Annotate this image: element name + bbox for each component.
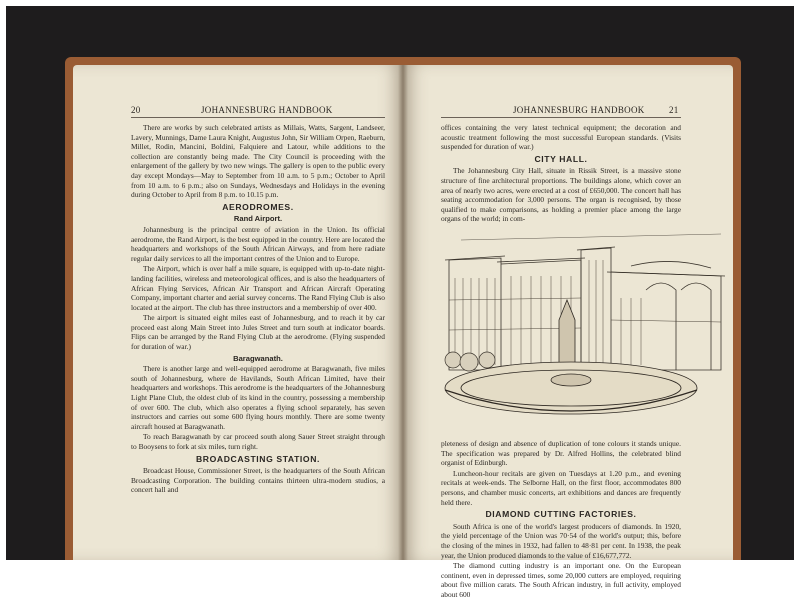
- page-number-right: 21: [669, 105, 679, 115]
- left-page: [73, 65, 403, 560]
- header-rule-right: [441, 117, 681, 118]
- paragraph: Johannesburg is the principal centre of aviation in the Union. Its official aerodrome, the Rand Airport, is the best equipped in the country. Here are located the headquarters and workshops of the South African Airways, and from here radiate regular daily services to all the important centres of the Union and to Europe.: [131, 224, 385, 263]
- city-hall-illustration: [441, 220, 731, 435]
- paragraph: There are works by such celebrated artists as Millais, Watts, Sargent, Landseer, Lavery, Munnings, Dame Laura Knight, Augustus John, Sir William Orpen, Raeburn, Millet, Rodin, Mancini, Boldini, Falquiere and Latour, while additions to the collection are constantly being made. The City Council is proceeding with the enlargement of the gallery by two new wings. The gallery is open to the public every day except Mondays—May to September from 10 a.m. to 5 p.m.; October to April from 10 a.m. to 6 p.m.; also on Sundays, Wednesdays and Holidays in the evening during October to April from 8 p.m. to 10.15 p.m.: [131, 123, 385, 200]
- paragraph: Luncheon-hour recitals are given on Tuesdays at 1.20 p.m., and evening recitals at week-ends. The Selborne Hall, on the first floor, accommodates 800 persons, and chamber music concerts, art exhibitions and dances are frequently held there.: [441, 468, 681, 507]
- section-heading-diamond-cutting: DIAMOND CUTTING FACTORIES.: [485, 509, 637, 520]
- running-head-right: JOHANNESBURG HANDBOOK: [513, 105, 645, 115]
- paragraph: Broadcast House, Commissioner Street, is the headquarters of the South African Broadcasting Corporation. The building contains thirteen ultra-modern studios, a concert hall and: [131, 466, 385, 495]
- paragraph: There is another large and well-equipped aerodrome at Baragwanath, five miles south of Johannesburg, where de Havilands, South African Limited, have their headquarters and workshops. This aerodrome is the headquarters of the Johannesburg Light Plane Club, the oldest club of its kind in the country, possessing a membership of over 600. The club, which also operates a flying school separately, has seven instructors and carries out some 600 flying hours monthly. There are some twenty aircraft housed at Baragwanath.: [131, 364, 385, 431]
- right-page-text-bottom: [441, 439, 681, 601]
- paragraph: The airport is situated eight miles east of Johannesburg, and to reach it by car proceed east along Main Street into Jules Street and turn south at indicator boards. Flips can be arranged by the Rand Flying Club at the aerodrome. (Flying suspended for duration of war.): [131, 313, 385, 352]
- subheading-rand-airport: Rand Airport.: [233, 214, 283, 224]
- section-heading-broadcasting: BROADCASTING STATION.: [196, 453, 320, 464]
- header-rule-left: [131, 117, 385, 118]
- book-gutter: [398, 65, 408, 560]
- paragraph: The Johannesburg City Hall, situate in Rissik Street, is a massive stone structure of fine architectural proportions. The buildings alone, which cover an area of nearly two acres, were erected at a cost of £650,000. The concert hall has seating accommodation for 3,000 persons. The organ is recognised, by those qualified to make comparisons, as holding a premier place among the large organs of the world; in com-: [441, 166, 681, 224]
- paragraph: South Africa is one of the world's largest producers of diamonds. In 1920, the yield percentage of the Union was 70·54 of the world's output; this, before the closing of the mines in 1932, had fallen to 48·81 per cent. In 1938, the peak year, the Union produced diamonds to the value of £16,677,772.: [441, 521, 681, 560]
- section-heading-city-hall: CITY HALL.: [534, 153, 588, 164]
- paragraph: pleteness of design and absence of duplication of tone colours it stands unique. The specification was prepared by Dr. Alfred Hollins, the celebrated blind organist of Edinburgh.: [441, 439, 681, 468]
- right-page: [403, 65, 733, 599]
- paragraph: The Airport, which is over half a mile square, is equipped with up-to-date night-landing facilities, wireless and meteorological offices, and is also the headquarters of African Flying Services, African Air Transport and African Aircraft Operating Company, important charter and aerial survey concerns. The Rand Flying Club is also located at the airport. The club has three instructors and a membership of over 400.: [131, 264, 385, 312]
- running-head-left: JOHANNESBURG HANDBOOK: [201, 105, 333, 115]
- left-page-text: [131, 123, 385, 496]
- right-page-text-top: [441, 123, 681, 225]
- subheading-baragwanath: Baragwanath.: [233, 353, 283, 363]
- paragraph: offices containing the very latest technical equipment; the decoration and acoustic treatment following the most successful European standards. (Visits suspended for duration of war.): [441, 123, 681, 152]
- section-heading-aerodromes: AERODROMES.: [222, 201, 294, 212]
- page-number-left: 20: [131, 105, 141, 115]
- paragraph: To reach Baragwanath by car proceed south along Sauer Street straight through to Booysens to fork at six miles, turn right.: [131, 432, 385, 451]
- paragraph: The diamond cutting industry is an important one. On the European continent, even in depressed times, some 20,000 cutters are employed, requiring about five million carats. The South African industry, in full activity, employed about 600: [441, 561, 681, 599]
